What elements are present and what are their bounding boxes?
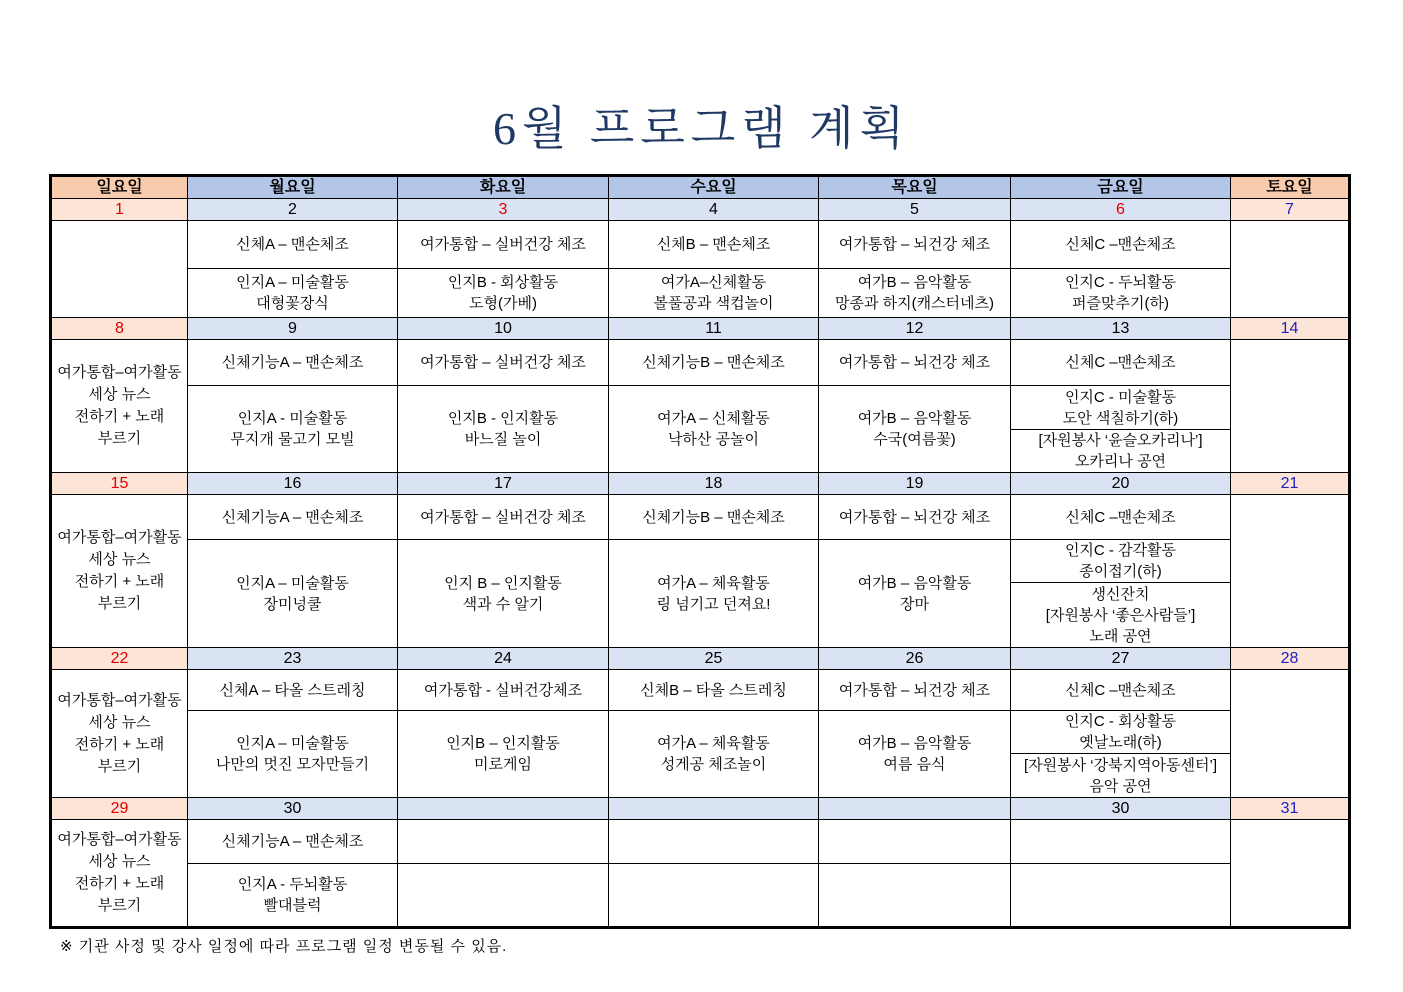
date-cell: 11 — [609, 318, 819, 340]
program-cell — [398, 820, 609, 864]
program-cell: 신체C –맨손체조 — [1011, 495, 1231, 540]
sunday-program: 여가통합–여가활동 세상 뉴스 전하기 + 노래 부르기 — [51, 820, 188, 928]
date-cell: 19 — [819, 473, 1011, 495]
program-cell — [1011, 820, 1231, 864]
program-cell: 인지C - 미술활동 도안 색칠하기(하) — [1011, 386, 1231, 430]
date-cell — [819, 798, 1011, 820]
date-cell: 8 — [51, 318, 188, 340]
program-cell: 여가통합 – 실버건강 체조 — [398, 340, 609, 386]
program-cell: 여가B – 음악활동 장마 — [819, 540, 1011, 648]
sunday-program: 여가통합–여가활동 세상 뉴스 전하기 + 노래 부르기 — [51, 495, 188, 648]
weekday-header: 일요일 — [51, 176, 188, 199]
calendar-body — [51, 176, 1350, 928]
program-cell: 신체A – 맨손체조 — [188, 221, 398, 269]
date-cell: 3 — [398, 199, 609, 221]
program-cell — [609, 820, 819, 864]
program-cell: 신체B – 타올 스트레칭 — [609, 670, 819, 711]
date-cell — [398, 798, 609, 820]
date-cell: 29 — [51, 798, 188, 820]
program-cell: 여가A – 체육활동 성게공 체조놀이 — [609, 711, 819, 798]
date-cell: 27 — [1011, 648, 1231, 670]
program-cell: 인지A – 미술활동 나만의 멋진 모자만들기 — [188, 711, 398, 798]
program-row-bottom — [51, 386, 1350, 430]
calendar-table — [49, 174, 1351, 929]
saturday-cell — [1231, 670, 1350, 798]
program-cell — [1011, 864, 1231, 928]
program-cell: 인지A - 미술활동 무지개 물고기 모빌 — [188, 386, 398, 473]
program-cell: 신체C –맨손체조 — [1011, 221, 1231, 269]
date-cell: 4 — [609, 199, 819, 221]
date-cell: 1 — [51, 199, 188, 221]
date-cell: 23 — [188, 648, 398, 670]
sunday-program — [51, 221, 188, 318]
date-cell: 17 — [398, 473, 609, 495]
date-cell: 13 — [1011, 318, 1231, 340]
footnote: ※ 기관 사정 및 강사 일정에 따라 프로그램 일정 변동될 수 있음. — [60, 938, 508, 955]
program-row-top — [51, 340, 1350, 386]
sunday-program: 여가통합–여가활동 세상 뉴스 전하기 + 노래 부르기 — [51, 670, 188, 798]
program-cell — [819, 820, 1011, 864]
program-cell: 여가통합 – 실버건강 체조 — [398, 495, 609, 540]
program-cell: 인지A - 두뇌활동 빨대블럭 — [188, 864, 398, 928]
date-row — [51, 798, 1350, 820]
program-cell: 신체기능B – 맨손체조 — [609, 495, 819, 540]
program-cell: 신체기능B – 맨손체조 — [609, 340, 819, 386]
weekday-header: 월요일 — [188, 176, 398, 199]
date-cell: 9 — [188, 318, 398, 340]
program-row-top — [51, 820, 1350, 864]
program-cell: 신체C –맨손체조 — [1011, 670, 1231, 711]
program-row-bottom — [51, 540, 1350, 583]
weekday-header: 금요일 — [1011, 176, 1231, 199]
program-cell: 여가통합 – 뇌건강 체조 — [819, 340, 1011, 386]
date-cell: 18 — [609, 473, 819, 495]
program-row-bottom — [51, 711, 1350, 754]
program-cell: 여가통합 – 뇌건강 체조 — [819, 670, 1011, 711]
program-cell: 여가A – 신체활동 낙하산 공놀이 — [609, 386, 819, 473]
program-cell: 여가A–신체활동 볼풀공과 색컵놀이 — [609, 269, 819, 318]
weekday-header: 수요일 — [609, 176, 819, 199]
date-row — [51, 318, 1350, 340]
program-cell: 신체C –맨손체조 — [1011, 340, 1231, 386]
saturday-cell — [1231, 820, 1350, 928]
date-cell: 28 — [1231, 648, 1350, 670]
program-cell: 신체A – 타올 스트레칭 — [188, 670, 398, 711]
program-row-top — [51, 221, 1350, 269]
program-cell: 여가B – 음악활동 망종과 하지(캐스터네츠) — [819, 269, 1011, 318]
saturday-cell — [1231, 221, 1350, 318]
date-cell: 14 — [1231, 318, 1350, 340]
weekday-header: 목요일 — [819, 176, 1011, 199]
program-cell: 신체B – 맨손체조 — [609, 221, 819, 269]
program-cell: 여가통합 - 실버건강체조 — [398, 670, 609, 711]
date-cell: 10 — [398, 318, 609, 340]
weekday-header-row — [51, 176, 1350, 199]
date-cell: 21 — [1231, 473, 1350, 495]
date-cell: 25 — [609, 648, 819, 670]
date-cell — [609, 798, 819, 820]
program-cell — [609, 864, 819, 928]
program-cell: 여가B – 음악활동 수국(여름꽃) — [819, 386, 1011, 473]
saturday-cell — [1231, 495, 1350, 648]
program-cell: 신체기능A – 맨손체조 — [188, 820, 398, 864]
program-cell: 인지A – 미술활동 장미넝쿨 — [188, 540, 398, 648]
weekday-header: 화요일 — [398, 176, 609, 199]
date-cell: 20 — [1011, 473, 1231, 495]
program-cell: [자원봉사 ‘강북지역아동센터’] 음악 공연 — [1011, 754, 1231, 798]
date-cell: 6 — [1011, 199, 1231, 221]
date-cell: 2 — [188, 199, 398, 221]
program-cell: 인지B – 인지활동 미로게임 — [398, 711, 609, 798]
saturday-cell — [1231, 340, 1350, 473]
date-cell: 31 — [1231, 798, 1350, 820]
program-cell: 인지B - 인지활동 바느질 놀이 — [398, 386, 609, 473]
date-cell: 16 — [188, 473, 398, 495]
date-cell: 26 — [819, 648, 1011, 670]
program-row-bottom — [51, 864, 1350, 896]
date-cell: 7 — [1231, 199, 1350, 221]
program-cell — [819, 864, 1011, 928]
program-cell: 여가B – 음악활동 여름 음식 — [819, 711, 1011, 798]
program-cell: 여가통합 – 실버건강 체조 — [398, 221, 609, 269]
program-row-bottom — [51, 269, 1350, 294]
program-cell: 여가통합 – 뇌건강 체조 — [819, 221, 1011, 269]
date-cell: 22 — [51, 648, 188, 670]
date-row — [51, 473, 1350, 495]
program-cell: [자원봉사 ‘윤슬오카리나’] 오카리나 공연 — [1011, 430, 1231, 473]
date-cell: 12 — [819, 318, 1011, 340]
date-row — [51, 648, 1350, 670]
program-row-top — [51, 495, 1350, 540]
program-cell — [398, 864, 609, 928]
program-cell: 신체기능A – 맨손체조 — [188, 495, 398, 540]
date-cell: 30 — [1011, 798, 1231, 820]
date-cell: 15 — [51, 473, 188, 495]
date-cell: 30 — [188, 798, 398, 820]
page-title: 6월 프로그램 계획 — [492, 103, 911, 154]
program-cell: 여가통합 – 뇌건강 체조 — [819, 495, 1011, 540]
program-cell: 신체기능A – 맨손체조 — [188, 340, 398, 386]
program-row-top — [51, 670, 1350, 711]
program-cell: 생신잔치 [자원봉사 ‘좋은사람들’] 노래 공연 — [1011, 583, 1231, 648]
date-row — [51, 199, 1350, 221]
program-cell: 여가A – 체육활동 링 넘기고 던져요! — [609, 540, 819, 648]
program-cell: 인지B - 회상활동 도형(가베) — [398, 269, 609, 318]
date-cell: 5 — [819, 199, 1011, 221]
date-cell: 24 — [398, 648, 609, 670]
sunday-program: 여가통합–여가활동 세상 뉴스 전하기 + 노래 부르기 — [51, 340, 188, 473]
program-cell: 인지 B – 인지활동 색과 수 알기 — [398, 540, 609, 648]
program-cell: 인지A – 미술활동 대형꽃장식 — [188, 269, 398, 318]
weekday-header: 토요일 — [1231, 176, 1350, 199]
program-cell: 인지C - 회상활동 옛날노래(하) — [1011, 711, 1231, 754]
program-cell: 인지C - 두뇌활동 퍼즐맞추기(하) — [1011, 269, 1231, 318]
program-cell: 인지C - 감각활동 종이접기(하) — [1011, 540, 1231, 583]
